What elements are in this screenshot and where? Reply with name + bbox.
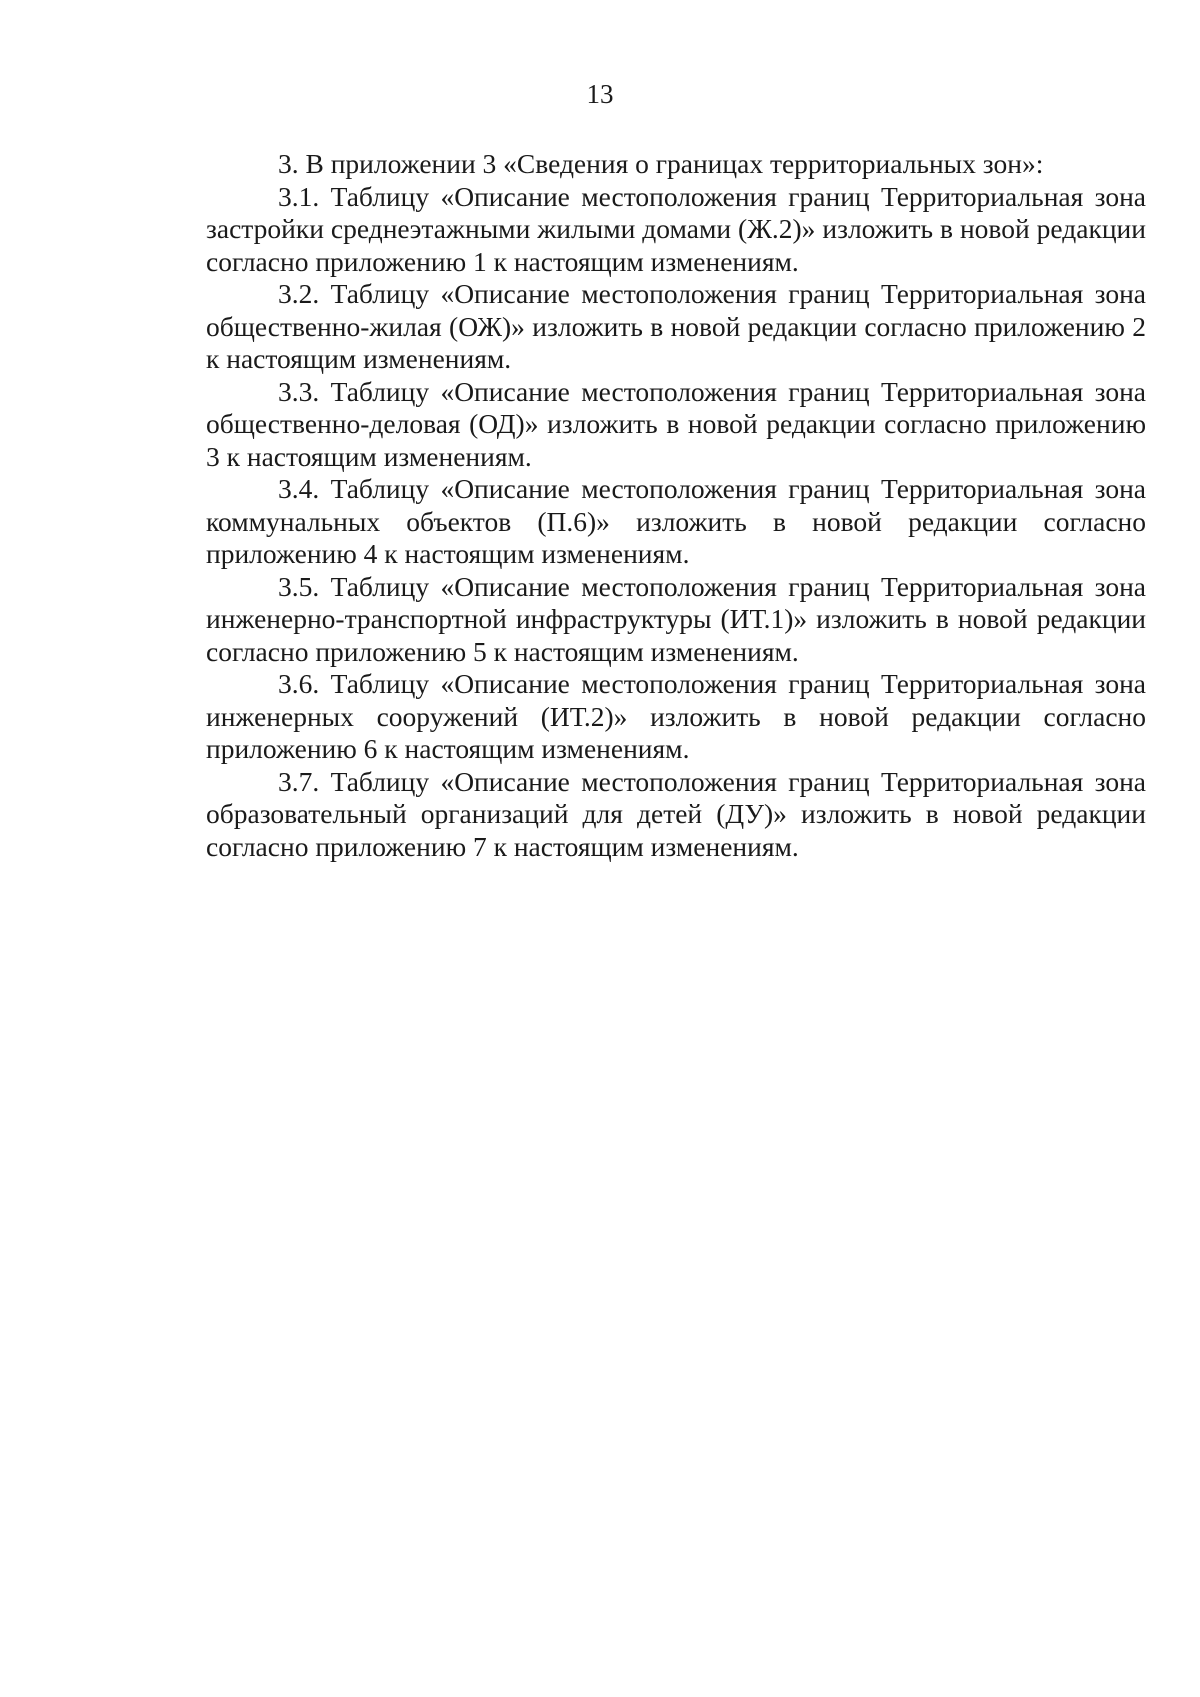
document-body bbox=[206, 148, 1146, 863]
paragraph-3-5: 3.5. Таблицу «Описание местоположения границ Территориальная зона инженерно-транспортной инфраструктуры (ИТ.1)» изложить в новой редакции согласно приложению 5 к настоящим изменениям. bbox=[206, 570, 1146, 667]
paragraph-3-6: 3.6. Таблицу «Описание местоположения границ Территориальная зона инженерных сооружений (ИТ.2)» изложить в новой редакции согласно приложению 6 к настоящим изменениям. bbox=[206, 668, 1146, 764]
paragraph-3-1: 3.1. Таблицу «Описание местоположения границ Территориальная зона застройки среднеэтажными жилыми домами (Ж.2)» изложить в новой редакции согласно приложению 1 к настоящим изменениям. bbox=[206, 180, 1146, 277]
paragraph-3-4: 3.4. Таблицу «Описание местоположения границ Территориальная зона коммунальных объектов (П.6)» изложить в новой редакции согласно приложению 4 к настоящим изменениям. bbox=[206, 473, 1146, 569]
paragraph-3-3: 3.3. Таблицу «Описание местоположения границ Территориальная зона общественно-деловая (ОД)» изложить в новой редакции согласно приложению 3 к настоящим изменениям. bbox=[206, 375, 1146, 472]
paragraph-3-2: 3.2. Таблицу «Описание местоположения границ Территориальная зона общественно-жилая (ОЖ)» изложить в новой редакции согласно приложению 2 к настоящим изменениям. bbox=[206, 278, 1146, 374]
page-number: 13 bbox=[586, 79, 614, 109]
paragraph-3-7: 3.7. Таблицу «Описание местоположения границ Территориальная зона образовательный организаций для детей (ДУ)» изложить в новой редакции согласно приложению 7 к настоящим изменениям. bbox=[206, 765, 1146, 862]
section-intro: 3. В приложении 3 «Сведения о границах территориальных зон»: bbox=[278, 148, 1044, 179]
